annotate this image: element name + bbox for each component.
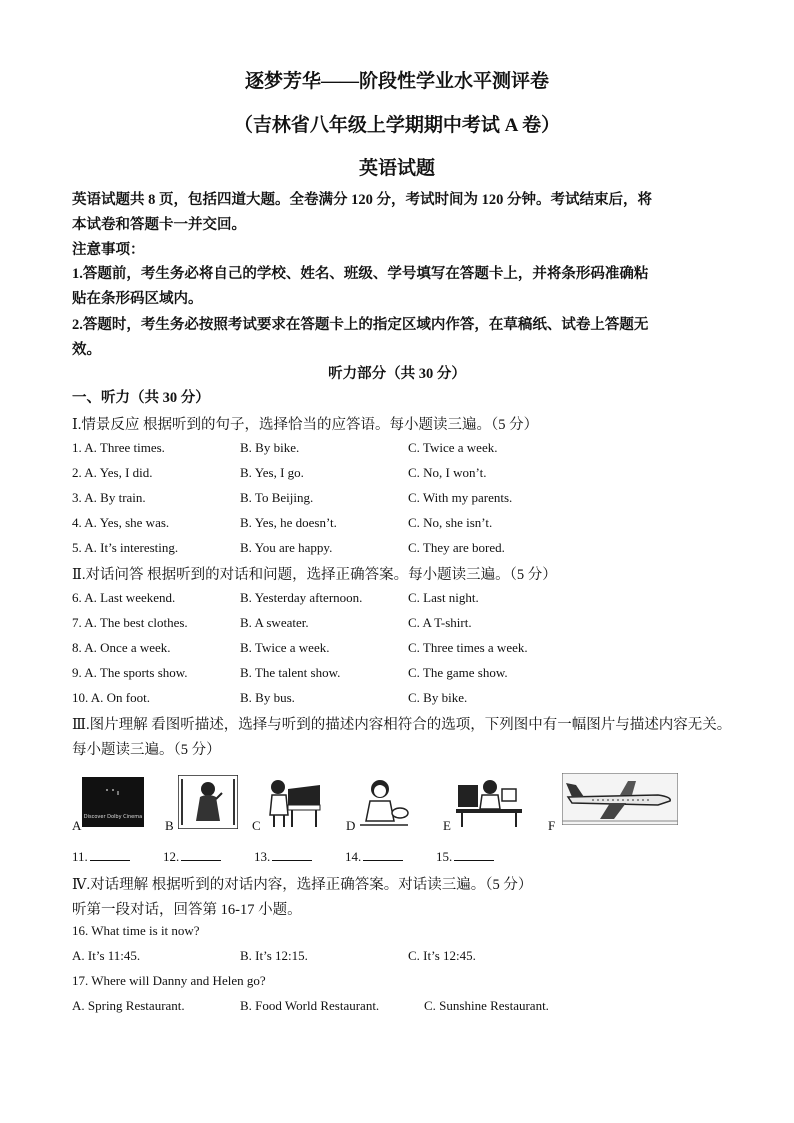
q17-option-a: A. Spring Restaurant. [72, 998, 185, 1013]
q17-option-c: C. Sunshine Restaurant. [424, 998, 549, 1013]
q4-option-a: 4. A. Yes, she was. [72, 515, 170, 530]
q3-option-a: 3. A. By train. [72, 490, 146, 505]
notice-title: 注意事项： [72, 242, 145, 258]
section-3-instruction-line-1: Ⅲ.图片理解 看图听描述，选择与听到的描述内容相符合的选项，下列图中有一幅图片与描述内容无关。 [72, 717, 732, 733]
q7-option-b: B. A sweater. [240, 615, 309, 630]
picture-f-label: F [548, 818, 556, 833]
listening-part-title: 听力部分（共 30 分） [328, 366, 466, 382]
q1-option-a: 1. A. Three times. [72, 440, 165, 455]
q2-option-b: B. Yes, I go. [240, 465, 304, 480]
q8-option-a: 8. A. Once a week. [72, 640, 171, 655]
q17-option-b: B. Food World Restaurant. [240, 998, 380, 1013]
q10-option-b: B. By bus. [240, 690, 295, 705]
q10-option-c: C. By bike. [408, 690, 468, 705]
q7-option-a: 7. A. The best clothes. [72, 615, 188, 630]
picture-b-girl-singing [178, 775, 238, 829]
picture-f-airplane [562, 773, 678, 827]
picture-a-cinema [82, 775, 144, 829]
q16-stem: 16. What time is it now? [72, 923, 200, 938]
answer-blank-15: 15. [436, 848, 494, 865]
q9-option-a: 9. A. The sports show. [72, 665, 188, 680]
picture-c-piano [262, 775, 322, 829]
section-1-instruction: Ⅰ.情景反应 根据听到的句子，选择恰当的应答语。每小题读三遍。（5 分） [72, 417, 539, 433]
section-4-subinstruction: 听第一段对话，回答第 16-17 小题。 [72, 902, 302, 918]
q16-option-b: B. It’s 12:15. [240, 948, 308, 963]
q7-option-c: C. A T-shirt. [408, 615, 472, 630]
q4-option-b: B. Yes, he doesn’t. [240, 515, 337, 530]
notice-1-line-2: 贴在条形码区域内。 [72, 291, 203, 307]
q16-option-a: A. It’s 11:45. [72, 948, 141, 963]
notice-1-line-1: 1.答题前，考生务必将自己的学校、姓名、班级、学号填写在答题卡上，并将条形码准确粘 [72, 266, 649, 282]
q5-option-b: B. You are happy. [240, 540, 333, 555]
q10-option-a: 10. A. On foot. [72, 690, 150, 705]
q3-option-b: B. To Beijing. [240, 490, 314, 505]
section-3-instruction-line-2: 每小题读三遍。（5 分） [72, 742, 221, 758]
answer-blank-13: 13. [254, 848, 312, 865]
q8-option-c: C. Three times a week. [408, 640, 528, 655]
section-2-instruction: Ⅱ.对话问答 根据听到的对话和问题，选择正确答案。每小题读三遍。（5 分） [72, 567, 557, 583]
q6-option-b: B. Yesterday afternoon. [240, 590, 363, 605]
q2-option-a: 2. A. Yes, I did. [72, 465, 153, 480]
picture-d-girl-phone [356, 775, 412, 829]
picture-c-label: C [252, 818, 261, 833]
page-title: 逐梦芳华——阶段性学业水平测评卷 [244, 71, 549, 92]
q9-option-c: C. The game show. [408, 665, 508, 680]
answer-blank-12: 12. [163, 848, 221, 865]
q6-option-a: 6. A. Last weekend. [72, 590, 176, 605]
q9-option-b: B. The talent show. [240, 665, 341, 680]
answer-blank-11: 11. [72, 848, 130, 865]
notice-2-line-2: 效。 [72, 342, 101, 358]
q17-stem: 17. Where will Danny and Helen go? [72, 973, 266, 988]
picture-b-label: B [165, 818, 174, 833]
picture-e-label: E [443, 818, 451, 833]
q3-option-c: C. With my parents. [408, 490, 513, 505]
q4-option-c: C. No, she isn’t. [408, 515, 493, 530]
answer-blank-14: 14. [345, 848, 403, 865]
q5-option-c: C. They are bored. [408, 540, 505, 555]
picture-a-caption: Discover Dolby Cinema [83, 814, 143, 820]
exam-subtitle: （吉林省八年级上学期期中考试 A 卷） [233, 115, 561, 136]
picture-a-label: A [72, 818, 82, 833]
subject-title: 英语试题 [358, 158, 435, 179]
q8-option-b: B. Twice a week. [240, 640, 330, 655]
q16-option-c: C. It’s 12:45. [408, 948, 476, 963]
q5-option-a: 5. A. It’s interesting. [72, 540, 179, 555]
section-4-instruction: Ⅳ.对话理解 根据听到的对话内容，选择正确答案。对话读三遍。（5 分） [72, 877, 533, 893]
notice-2-line-1: 2.答题时，考生务必按照考试要求在答题卡上的指定区域内作答，在草稿纸、试卷上答题无 [72, 317, 649, 333]
q1-option-c: C. Twice a week. [408, 440, 498, 455]
picture-e-boy-desk [456, 775, 522, 829]
q2-option-c: C. No, I won’t. [408, 465, 487, 480]
listening-section-title: 一、听力（共 30 分） [72, 390, 210, 406]
intro-line-1: 英语试题共 8 页，包括四道大题。全卷满分 120 分，考试时间为 120 分钟。考试结束后，将 [72, 192, 652, 208]
q6-option-c: C. Last night. [408, 590, 479, 605]
q1-option-b: B. By bike. [240, 440, 300, 455]
picture-d-label: D [346, 818, 356, 833]
intro-line-2: 本试卷和答题卡一并交回。 [72, 217, 246, 233]
